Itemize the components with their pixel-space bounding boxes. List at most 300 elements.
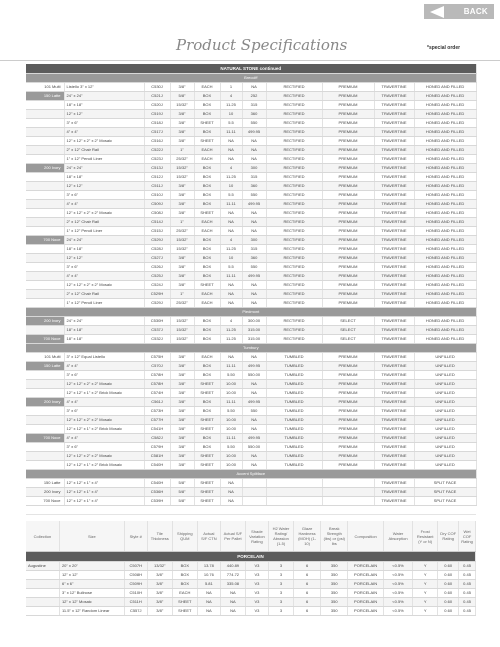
table-cell: 350 [321, 562, 348, 571]
table-cell: 3 [268, 607, 293, 616]
column-header: Composition [348, 521, 384, 552]
table-cell: 11.25 [220, 335, 242, 344]
table-cell: PREMIUM [322, 218, 374, 227]
table-cell: TRAVERTINE [374, 254, 414, 263]
table-cell: 10.00 [220, 425, 242, 434]
table-cell: PREMIUM [322, 209, 374, 218]
table-cell: 5/8" [170, 479, 194, 488]
table-cell: 700 Noce [26, 236, 64, 245]
table-cell: 12" x 12" x 2" x 2" Mosaic [64, 380, 144, 389]
table-cell [26, 191, 64, 200]
table-cell: RECTIFIED [266, 128, 322, 137]
table-cell: C507H [124, 562, 147, 571]
table-cell: NA [220, 488, 242, 497]
table-cell: RECTIFIED [266, 137, 322, 146]
table-row [26, 155, 476, 164]
table-cell: 12" x 12" [64, 254, 144, 263]
table-cell: C529J [144, 299, 170, 308]
table-cell: C528J [144, 245, 170, 254]
table-cell: 11.25 [220, 101, 242, 110]
table-cell: UNFILLED [414, 407, 476, 416]
table-cell [26, 580, 59, 589]
table-row [26, 461, 476, 470]
table-cell: RECTIFIED [266, 182, 322, 191]
table-cell: 360 [242, 182, 266, 191]
table-cell: UNFILLED [414, 380, 476, 389]
table-row [26, 443, 476, 452]
table-cell: 15/32" [170, 236, 194, 245]
table-cell: PREMIUM [322, 137, 374, 146]
table-cell: TUMBLED [266, 389, 322, 398]
table-cell: 5.50 [220, 371, 242, 380]
table-cell [322, 497, 374, 506]
table-cell: TRAVERTINE [374, 191, 414, 200]
table-cell: HONED AND FILLED [414, 326, 476, 335]
table-cell: HONED AND FILLED [414, 101, 476, 110]
table-cell: TUMBLED [266, 371, 322, 380]
table-cell: TRAVERTINE [374, 452, 414, 461]
table-cell: PREMIUM [322, 380, 374, 389]
table-row [26, 425, 476, 434]
table-cell: TRAVERTINE [374, 263, 414, 272]
table-row [26, 407, 476, 416]
table-cell [26, 110, 64, 119]
table-cell: 0.60 [438, 589, 459, 598]
table-cell: PREMIUM [322, 191, 374, 200]
table-cell: 315 [242, 173, 266, 182]
table-cell: 18" x 18" [64, 326, 144, 335]
table-cell: HONED AND FILLED [414, 128, 476, 137]
table-cell: 11.11 [220, 362, 242, 371]
table-cell: PREMIUM [322, 362, 374, 371]
table-cell: C510H [124, 589, 147, 598]
table-cell: <0.5% [383, 589, 412, 598]
table-cell: NA [197, 598, 220, 607]
table-cell: NA [242, 461, 266, 470]
table-cell: C578H [144, 371, 170, 380]
table-cell: RECTIFIED [266, 326, 322, 335]
natural-stone-table [26, 64, 477, 506]
table-row [26, 299, 476, 308]
table-cell: BOX [194, 272, 220, 281]
table-cell: 3 [268, 562, 293, 571]
table-cell: 11.25 [220, 173, 242, 182]
table-cell: TRAVERTINE [374, 407, 414, 416]
table-cell: 3/8" [170, 128, 194, 137]
table-cell: C524J [144, 281, 170, 290]
table-cell: BOX [172, 580, 197, 589]
table-cell: C537J [144, 326, 170, 335]
table-cell: TRAVERTINE [374, 128, 414, 137]
table-cell: RECTIFIED [266, 200, 322, 209]
table-cell [26, 209, 64, 218]
table-row [26, 398, 476, 407]
table-cell: SHEET [194, 452, 220, 461]
table-cell: C510J [144, 191, 170, 200]
table-cell: HONED AND FILLED [414, 299, 476, 308]
table-cell: NA [242, 452, 266, 461]
table-row [26, 101, 476, 110]
table-cell [26, 101, 64, 110]
table-cell: NA [220, 290, 242, 299]
table-cell: 5.5 [220, 263, 242, 272]
table-cell: RECTIFIED [266, 101, 322, 110]
table-cell: TRAVERTINE [374, 362, 414, 371]
table-cell: 315.00 [242, 326, 266, 335]
table-cell: 4" x 4" [64, 200, 144, 209]
table-cell: 12" x 12" Mosaic [59, 598, 124, 607]
table-cell: C511J [144, 182, 170, 191]
table-cell: BOX [194, 407, 220, 416]
table-cell: RECTIFIED [266, 227, 322, 236]
table-cell: 0.45 [459, 580, 476, 589]
table-cell: NA [242, 227, 266, 236]
table-cell: 25/32" [170, 155, 194, 164]
group-header [26, 308, 476, 317]
table-cell [242, 497, 266, 506]
table-row [26, 290, 476, 299]
table-cell: <0.5% [383, 562, 412, 571]
table-cell: V3 [245, 571, 268, 580]
table-cell: TRAVERTINE [374, 443, 414, 452]
table-cell: 200 Ivory [26, 398, 64, 407]
table-cell: C522J [144, 146, 170, 155]
table-cell: PREMIUM [322, 407, 374, 416]
table-cell: 3/8" [170, 398, 194, 407]
table-cell: 10.76 [197, 571, 220, 580]
table-cell: C529H [144, 290, 170, 299]
table-cell: HONED AND FILLED [414, 263, 476, 272]
table-cell: 15/32" [170, 173, 194, 182]
table-cell [26, 416, 64, 425]
table-row [26, 371, 476, 380]
table-row [26, 326, 476, 335]
table-cell: 10.00 [220, 389, 242, 398]
table-cell: RECTIFIED [266, 191, 322, 200]
table-cell: NA [220, 353, 242, 362]
table-cell: NA [242, 155, 266, 164]
table-cell: 1" x 12" Pencil Liner [64, 155, 144, 164]
table-cell: 12" x 12" x 1" x 2" Brick Mosaic [64, 425, 144, 434]
table-cell: PREMIUM [322, 281, 374, 290]
table-cell: PREMIUM [322, 398, 374, 407]
table-row [26, 353, 476, 362]
table-cell [26, 598, 59, 607]
table-cell [322, 479, 374, 488]
table-cell: 315 [242, 245, 266, 254]
table-cell: 6" x 6" [59, 580, 124, 589]
table-cell: HONED AND FILLED [414, 317, 476, 326]
table-cell: RECTIFIED [266, 299, 322, 308]
table-cell: UNFILLED [414, 416, 476, 425]
table-cell: 3/8" [170, 353, 194, 362]
table-cell: 0.45 [459, 571, 476, 580]
table-cell: 6 [294, 607, 321, 616]
table-cell: 3/8" [170, 389, 194, 398]
page-title: Product Specifications [176, 36, 348, 54]
table-cell: EACH [194, 353, 220, 362]
table-cell: BOX [194, 191, 220, 200]
table-cell: 3/8" [147, 571, 172, 580]
table-cell: UNFILLED [414, 398, 476, 407]
table-cell: 0.60 [438, 598, 459, 607]
table-cell: C518J [144, 119, 170, 128]
table-cell [266, 488, 322, 497]
table-cell: 18" x 18" [64, 101, 144, 110]
table-cell: 3/8" [170, 416, 194, 425]
table-row [26, 92, 476, 101]
table-cell: C570J [144, 362, 170, 371]
table-cell: 360 [242, 110, 266, 119]
table-cell: 499.95 [242, 398, 266, 407]
table-cell [26, 200, 64, 209]
table-cell: BOX [194, 182, 220, 191]
table-cell: 3/8" [147, 580, 172, 589]
table-cell: Y [413, 589, 438, 598]
table-row [26, 317, 476, 326]
table-cell: HONED AND FILLED [414, 191, 476, 200]
table-row [26, 236, 476, 245]
table-cell: 3" x 6" [64, 371, 144, 380]
table-cell: 25/32" [170, 227, 194, 236]
table-cell: 11.5" x 12" Random Linear [59, 607, 124, 616]
table-cell [242, 479, 266, 488]
table-cell: 12" x 12" [64, 110, 144, 119]
table-cell: SHEET [194, 380, 220, 389]
table-cell: SPLIT FACE [414, 497, 476, 506]
table-row [26, 137, 476, 146]
table-cell: <0.5% [383, 571, 412, 580]
table-cell: C520J [144, 101, 170, 110]
table-cell: 3/8" [170, 83, 194, 92]
table-cell: 10 [220, 254, 242, 263]
table-cell: RECTIFIED [266, 218, 322, 227]
table-cell: HONED AND FILLED [414, 200, 476, 209]
table-cell: TRAVERTINE [374, 497, 414, 506]
table-cell: 3" x 6" [64, 407, 144, 416]
table-cell: 350 [321, 589, 348, 598]
table-cell: 10 [220, 110, 242, 119]
table-cell: 24" x 24" [64, 164, 144, 173]
table-cell: TRAVERTINE [374, 416, 414, 425]
table-cell: 3 [268, 580, 293, 589]
table-cell: 315.00 [242, 335, 266, 344]
table-cell: RECTIFIED [266, 245, 322, 254]
table-row [26, 263, 476, 272]
table-cell: C557J [124, 607, 147, 616]
column-header: Wet COF Rating [459, 521, 476, 552]
table-cell: EACH [194, 227, 220, 236]
table-cell: TRAVERTINE [374, 461, 414, 470]
table-row [26, 389, 476, 398]
table-cell: TRAVERTINE [374, 479, 414, 488]
table-cell: 3/8" [170, 425, 194, 434]
table-cell: 24" x 24" [64, 317, 144, 326]
table-cell: C508H [124, 571, 147, 580]
table-cell: 3/8" [170, 119, 194, 128]
table-cell: UNFILLED [414, 425, 476, 434]
table-cell: RECTIFIED [266, 254, 322, 263]
table-cell [26, 326, 64, 335]
table-cell: RECTIFIED [266, 173, 322, 182]
table-cell: TRAVERTINE [374, 110, 414, 119]
table-cell: HONED AND FILLED [414, 155, 476, 164]
table-cell: PREMIUM [322, 299, 374, 308]
table-cell: 12" x 12" [59, 571, 124, 580]
table-cell: TRAVERTINE [374, 398, 414, 407]
table-cell: C530H [144, 317, 170, 326]
table-cell: RECTIFIED [266, 209, 322, 218]
table-cell: 5.5 [220, 119, 242, 128]
table-cell: 1" [170, 218, 194, 227]
table-cell: SHEET [194, 209, 220, 218]
table-cell: 3" x 6" [64, 443, 144, 452]
table-cell: C515J [144, 227, 170, 236]
divider [0, 60, 500, 61]
group-name: Tumbury [26, 344, 476, 353]
table-cell: PREMIUM [322, 245, 374, 254]
table-cell: C561J [144, 398, 170, 407]
table-cell [26, 119, 64, 128]
table-cell: BOX [194, 164, 220, 173]
column-header: Tile Thickness [147, 521, 172, 552]
table-cell [26, 281, 64, 290]
table-cell: HONED AND FILLED [414, 164, 476, 173]
table-cell [266, 497, 322, 506]
table-cell: NA [242, 299, 266, 308]
table-cell: UNFILLED [414, 443, 476, 452]
table-cell [26, 389, 64, 398]
table-cell [26, 173, 64, 182]
table-cell [26, 571, 59, 580]
table-cell: 200 Ivory [26, 317, 64, 326]
table-cell: NA [220, 146, 242, 155]
table-cell: TRAVERTINE [374, 218, 414, 227]
table-row [26, 580, 476, 589]
table-cell: EACH [194, 155, 220, 164]
table-cell: NA [220, 218, 242, 227]
table-cell: 12" x 12" x 2" x 2" Mosaic [64, 209, 144, 218]
table-cell: TRAVERTINE [374, 488, 414, 497]
table-cell: EACH [194, 218, 220, 227]
table-cell [26, 589, 59, 598]
table-cell: 0.60 [438, 607, 459, 616]
table-cell: 4" x 4" [64, 128, 144, 137]
table-cell: TRAVERTINE [374, 155, 414, 164]
table-cell: 12" x 12" x 1" x 4" [64, 479, 144, 488]
table-cell: SPLIT FACE [414, 479, 476, 488]
table-cell: BOX [194, 101, 220, 110]
table-cell: 150 Latte [26, 92, 64, 101]
table-cell [266, 479, 322, 488]
table-cell: UNFILLED [414, 362, 476, 371]
table-cell: BOX [194, 236, 220, 245]
table-cell: 315 [242, 101, 266, 110]
table-cell: V3 [245, 580, 268, 589]
table-row [26, 245, 476, 254]
table-cell: 300 [242, 164, 266, 173]
table-cell: 3/8" [147, 598, 172, 607]
table-cell: PREMIUM [322, 110, 374, 119]
table-cell: NA [220, 209, 242, 218]
table-cell: RECTIFIED [266, 281, 322, 290]
table-cell: C516J [144, 137, 170, 146]
table-cell: 3/8" [170, 182, 194, 191]
table-cell: TRAVERTINE [374, 137, 414, 146]
table-cell: BOX [194, 398, 220, 407]
column-header: Dry COF Rating [438, 521, 459, 552]
table-cell: 5/8" [170, 497, 194, 506]
table-cell: PREMIUM [322, 425, 374, 434]
table-cell: C523J [144, 155, 170, 164]
table-cell: BOX [194, 443, 220, 452]
table-cell [26, 407, 64, 416]
table-cell: 10.00 [220, 416, 242, 425]
table-cell: PREMIUM [322, 119, 374, 128]
table-cell: SHEET [194, 488, 220, 497]
table-cell: 3/8" [170, 281, 194, 290]
table-cell: 3/8" [170, 371, 194, 380]
table-cell: PREMIUM [322, 182, 374, 191]
table-cell: 3" x 6" [64, 263, 144, 272]
table-cell: EACH [194, 146, 220, 155]
table-cell: 15/32" [170, 317, 194, 326]
table-cell: NA [220, 299, 242, 308]
table-cell [26, 272, 64, 281]
table-cell: C517J [144, 128, 170, 137]
table-cell: 24" x 24" [64, 236, 144, 245]
table-cell: C540H [144, 479, 170, 488]
table-cell: 4 [220, 164, 242, 173]
table-cell [26, 380, 64, 389]
table-cell: 3/8" [170, 110, 194, 119]
table-cell: 10.00 [220, 461, 242, 470]
table-cell: PREMIUM [322, 353, 374, 362]
column-header: Collection [26, 521, 59, 552]
table-row [26, 598, 476, 607]
table-cell: C529J [144, 236, 170, 245]
table-cell: TUMBLED [266, 452, 322, 461]
table-cell: SHEET [172, 598, 197, 607]
table-cell: TRAVERTINE [374, 281, 414, 290]
table-cell: 350 [321, 580, 348, 589]
table-cell: 6 [294, 580, 321, 589]
table-cell: 12" x 12" x 1" x 2" Brick Mosaic [64, 461, 144, 470]
table-cell: C539H [144, 497, 170, 506]
table-row [26, 281, 476, 290]
table-cell: PREMIUM [322, 272, 374, 281]
table-cell: 3 [268, 598, 293, 607]
table-cell: PREMIUM [322, 227, 374, 236]
table-row [26, 416, 476, 425]
table-cell [26, 299, 64, 308]
table-cell: Y [413, 580, 438, 589]
column-header: Actual S/F Per Pallet [220, 521, 245, 552]
table-cell: C527J [144, 254, 170, 263]
table-row [26, 362, 476, 371]
table-cell: HONED AND FILLED [414, 272, 476, 281]
back-button[interactable] [424, 4, 494, 19]
table-cell: 3/8" [170, 191, 194, 200]
group-name: Brecciff [26, 74, 476, 83]
table-cell: NA [242, 209, 266, 218]
table-cell: 11.11 [220, 272, 242, 281]
table-cell [26, 452, 64, 461]
table-cell: 5.81 [197, 580, 220, 589]
table-cell: 3/8" [170, 443, 194, 452]
table-cell: 3/8" [170, 434, 194, 443]
table-cell: 4 [220, 92, 242, 101]
